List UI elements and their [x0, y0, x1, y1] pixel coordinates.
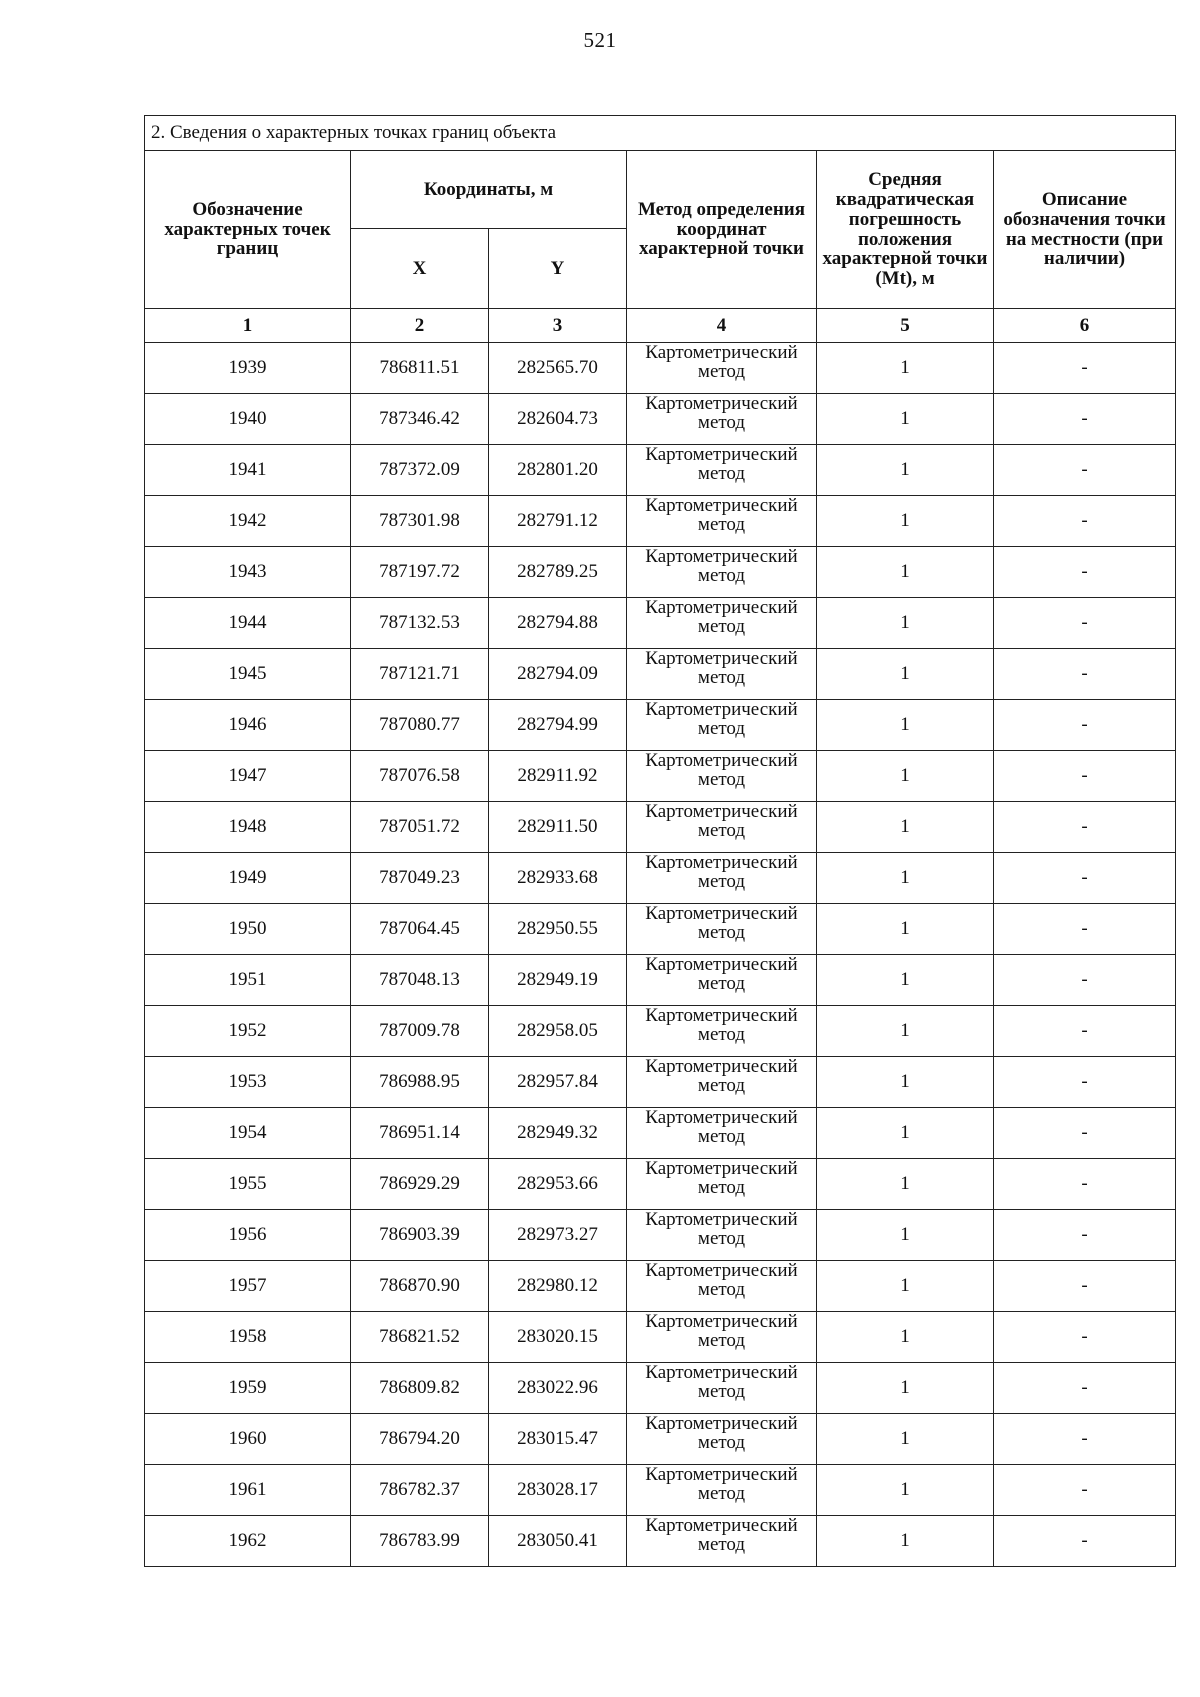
description-cell: - — [994, 343, 1176, 394]
y-coordinate-cell: 282911.50 — [489, 802, 627, 853]
description-cell: - — [994, 751, 1176, 802]
table-row — [145, 904, 1176, 955]
point-cell: 1940 — [145, 394, 351, 445]
error-cell: 1 — [817, 649, 994, 700]
section-title: 2. Сведения о характерных точках границ объекта — [145, 116, 1176, 151]
method-line-2: метод — [697, 819, 746, 841]
method-cell — [627, 445, 817, 496]
description-cell: - — [994, 1108, 1176, 1159]
description-cell: - — [994, 700, 1176, 751]
error-cell: 1 — [817, 1006, 994, 1057]
method-line-1: Картометрический — [645, 1413, 798, 1434]
error-cell: 1 — [817, 598, 994, 649]
table-row — [145, 1210, 1176, 1261]
y-coordinate-cell: 282604.73 — [489, 394, 627, 445]
method-cell — [627, 1108, 817, 1159]
method-line-2: метод — [697, 1431, 746, 1453]
method-line-2: метод — [697, 666, 746, 688]
table-row — [145, 1363, 1176, 1414]
point-cell: 1954 — [145, 1108, 351, 1159]
method-line-2: метод — [697, 564, 746, 586]
point-cell: 1947 — [145, 751, 351, 802]
column-number: 6 — [994, 309, 1176, 343]
method-line-1: Картометрический — [645, 1464, 798, 1485]
point-cell: 1949 — [145, 853, 351, 904]
x-coordinate-cell: 786782.37 — [351, 1465, 489, 1516]
table-row — [145, 343, 1176, 394]
x-coordinate-cell: 786951.14 — [351, 1108, 489, 1159]
error-cell: 1 — [817, 1312, 994, 1363]
method-line-1: Картометрический — [645, 597, 798, 618]
point-cell: 1958 — [145, 1312, 351, 1363]
error-cell: 1 — [817, 1414, 994, 1465]
point-cell: 1951 — [145, 955, 351, 1006]
method-cell — [627, 598, 817, 649]
method-line-2: метод — [697, 870, 746, 892]
header-coordinates: Координаты, м — [351, 151, 627, 229]
y-coordinate-cell: 282565.70 — [489, 343, 627, 394]
method-line-2: метод — [697, 1023, 746, 1045]
method-cell — [627, 802, 817, 853]
method-line-1: Картометрический — [645, 495, 798, 516]
method-line-2: метод — [697, 1329, 746, 1351]
column-number: 4 — [627, 309, 817, 343]
point-cell: 1952 — [145, 1006, 351, 1057]
method-line-1: Картометрический — [645, 1005, 798, 1026]
table-row — [145, 700, 1176, 751]
method-line-1: Картометрический — [645, 342, 798, 363]
x-coordinate-cell: 787064.45 — [351, 904, 489, 955]
table-row — [145, 1006, 1176, 1057]
point-cell: 1962 — [145, 1516, 351, 1567]
point-cell: 1959 — [145, 1363, 351, 1414]
x-coordinate-cell: 787346.42 — [351, 394, 489, 445]
x-coordinate-cell: 787048.13 — [351, 955, 489, 1006]
method-line-2: метод — [697, 513, 746, 535]
y-coordinate-cell: 282950.55 — [489, 904, 627, 955]
method-cell — [627, 904, 817, 955]
header-x: X — [351, 229, 489, 309]
point-cell: 1944 — [145, 598, 351, 649]
description-cell: - — [994, 955, 1176, 1006]
method-line-2: метод — [697, 1125, 746, 1147]
description-cell: - — [994, 904, 1176, 955]
page-number: 521 — [583, 28, 617, 52]
column-number: 5 — [817, 309, 994, 343]
error-cell: 1 — [817, 1363, 994, 1414]
x-coordinate-cell: 787080.77 — [351, 700, 489, 751]
point-cell: 1939 — [145, 343, 351, 394]
x-coordinate-cell: 786811.51 — [351, 343, 489, 394]
y-coordinate-cell: 283050.41 — [489, 1516, 627, 1567]
description-cell: - — [994, 1414, 1176, 1465]
method-line-2: метод — [697, 1176, 746, 1198]
method-line-1: Картометрический — [645, 1056, 798, 1077]
description-cell: - — [994, 649, 1176, 700]
description-cell: - — [994, 1312, 1176, 1363]
y-coordinate-cell: 282794.09 — [489, 649, 627, 700]
table-row — [145, 751, 1176, 802]
method-cell — [627, 547, 817, 598]
method-line-1: Картометрический — [645, 393, 798, 414]
point-cell: 1950 — [145, 904, 351, 955]
error-cell: 1 — [817, 547, 994, 598]
x-coordinate-cell: 787076.58 — [351, 751, 489, 802]
y-coordinate-cell: 282791.12 — [489, 496, 627, 547]
method-cell — [627, 1312, 817, 1363]
description-cell: - — [994, 853, 1176, 904]
method-cell — [627, 1210, 817, 1261]
error-cell: 1 — [817, 1108, 994, 1159]
header-row — [145, 151, 1176, 229]
table-row — [145, 445, 1176, 496]
x-coordinate-cell: 787049.23 — [351, 853, 489, 904]
y-coordinate-cell: 282958.05 — [489, 1006, 627, 1057]
table-row — [145, 1159, 1176, 1210]
description-cell: - — [994, 394, 1176, 445]
x-coordinate-cell: 787132.53 — [351, 598, 489, 649]
point-cell: 1961 — [145, 1465, 351, 1516]
method-cell — [627, 955, 817, 1006]
column-number-row — [145, 309, 1176, 343]
column-number: 1 — [145, 309, 351, 343]
method-line-1: Картометрический — [645, 903, 798, 924]
x-coordinate-cell: 786794.20 — [351, 1414, 489, 1465]
point-cell: 1943 — [145, 547, 351, 598]
table-row — [145, 1414, 1176, 1465]
error-cell: 1 — [817, 1057, 994, 1108]
method-line-2: метод — [697, 921, 746, 943]
table-row — [145, 496, 1176, 547]
method-line-2: метод — [697, 1227, 746, 1249]
x-coordinate-cell: 787121.71 — [351, 649, 489, 700]
y-coordinate-cell: 282957.84 — [489, 1057, 627, 1108]
y-coordinate-cell: 283022.96 — [489, 1363, 627, 1414]
point-cell: 1955 — [145, 1159, 351, 1210]
description-cell: - — [994, 496, 1176, 547]
x-coordinate-cell: 787372.09 — [351, 445, 489, 496]
method-cell — [627, 751, 817, 802]
x-coordinate-cell: 786903.39 — [351, 1210, 489, 1261]
x-coordinate-cell: 786929.29 — [351, 1159, 489, 1210]
method-line-1: Картометрический — [645, 1260, 798, 1281]
x-coordinate-cell: 786870.90 — [351, 1261, 489, 1312]
error-cell: 1 — [817, 394, 994, 445]
error-cell: 1 — [817, 853, 994, 904]
method-cell — [627, 1261, 817, 1312]
description-cell: - — [994, 1006, 1176, 1057]
error-cell: 1 — [817, 1210, 994, 1261]
description-cell: - — [994, 1363, 1176, 1414]
method-line-1: Картометрический — [645, 750, 798, 771]
y-coordinate-cell: 282794.88 — [489, 598, 627, 649]
method-line-2: метод — [697, 615, 746, 637]
y-coordinate-cell: 282973.27 — [489, 1210, 627, 1261]
method-cell — [627, 1516, 817, 1567]
table-row — [145, 1261, 1176, 1312]
method-line-2: метод — [697, 1074, 746, 1096]
error-cell: 1 — [817, 343, 994, 394]
error-cell: 1 — [817, 1159, 994, 1210]
description-cell: - — [994, 802, 1176, 853]
point-cell: 1957 — [145, 1261, 351, 1312]
point-cell: 1953 — [145, 1057, 351, 1108]
method-cell — [627, 1465, 817, 1516]
method-cell — [627, 853, 817, 904]
table-row — [145, 394, 1176, 445]
method-cell — [627, 1159, 817, 1210]
header-mean-square-error: Средняя квадратическая погрешность положения характерной точки (Mt), м — [817, 151, 994, 309]
method-line-2: метод — [697, 462, 746, 484]
error-cell: 1 — [817, 955, 994, 1006]
method-cell — [627, 649, 817, 700]
section-title-row — [145, 116, 1176, 151]
point-cell: 1960 — [145, 1414, 351, 1465]
point-cell: 1945 — [145, 649, 351, 700]
boundary-points-table — [144, 115, 1176, 1567]
description-cell: - — [994, 1210, 1176, 1261]
method-cell — [627, 394, 817, 445]
error-cell: 1 — [817, 1261, 994, 1312]
header-point-description: Описание обозначения точки на местности (при наличии) — [994, 151, 1176, 309]
table-row — [145, 1465, 1176, 1516]
description-cell: - — [994, 1159, 1176, 1210]
x-coordinate-cell: 786809.82 — [351, 1363, 489, 1414]
x-coordinate-cell: 787197.72 — [351, 547, 489, 598]
error-cell: 1 — [817, 802, 994, 853]
error-cell: 1 — [817, 751, 994, 802]
method-line-1: Картометрический — [645, 954, 798, 975]
method-line-1: Картометрический — [645, 1362, 798, 1383]
method-line-2: метод — [697, 972, 746, 994]
table-row — [145, 802, 1176, 853]
y-coordinate-cell: 282794.99 — [489, 700, 627, 751]
y-coordinate-cell: 282789.25 — [489, 547, 627, 598]
x-coordinate-cell: 786821.52 — [351, 1312, 489, 1363]
y-coordinate-cell: 282953.66 — [489, 1159, 627, 1210]
error-cell: 1 — [817, 904, 994, 955]
method-line-1: Картометрический — [645, 546, 798, 567]
description-cell: - — [994, 1516, 1176, 1567]
method-line-2: метод — [697, 1482, 746, 1504]
method-line-1: Картометрический — [645, 1515, 798, 1536]
error-cell: 1 — [817, 445, 994, 496]
y-coordinate-cell: 282949.32 — [489, 1108, 627, 1159]
header-y: Y — [489, 229, 627, 309]
y-coordinate-cell: 282980.12 — [489, 1261, 627, 1312]
y-coordinate-cell: 283020.15 — [489, 1312, 627, 1363]
method-line-1: Картометрический — [645, 444, 798, 465]
method-line-2: метод — [697, 1278, 746, 1300]
method-cell — [627, 1006, 817, 1057]
point-cell: 1956 — [145, 1210, 351, 1261]
point-cell: 1942 — [145, 496, 351, 547]
method-line-1: Картометрический — [645, 648, 798, 669]
table-row — [145, 1108, 1176, 1159]
table-row — [145, 1312, 1176, 1363]
method-cell — [627, 1363, 817, 1414]
method-cell — [627, 1057, 817, 1108]
method-line-2: метод — [697, 360, 746, 382]
description-cell: - — [994, 1057, 1176, 1108]
x-coordinate-cell: 787051.72 — [351, 802, 489, 853]
y-coordinate-cell: 282801.20 — [489, 445, 627, 496]
x-coordinate-cell: 786783.99 — [351, 1516, 489, 1567]
method-line-2: метод — [697, 717, 746, 739]
x-coordinate-cell: 787009.78 — [351, 1006, 489, 1057]
point-cell: 1941 — [145, 445, 351, 496]
method-line-1: Картометрический — [645, 1311, 798, 1332]
y-coordinate-cell: 282933.68 — [489, 853, 627, 904]
method-line-1: Картометрический — [645, 1158, 798, 1179]
table-row — [145, 955, 1176, 1006]
method-line-1: Картометрический — [645, 852, 798, 873]
method-line-2: метод — [697, 768, 746, 790]
description-cell: - — [994, 1261, 1176, 1312]
error-cell: 1 — [817, 496, 994, 547]
point-cell: 1948 — [145, 802, 351, 853]
table-row — [145, 547, 1176, 598]
description-cell: - — [994, 1465, 1176, 1516]
error-cell: 1 — [817, 1516, 994, 1567]
method-line-1: Картометрический — [645, 801, 798, 822]
method-cell — [627, 343, 817, 394]
method-line-1: Картометрический — [645, 699, 798, 720]
method-cell — [627, 700, 817, 751]
point-cell: 1946 — [145, 700, 351, 751]
method-line-1: Картометрический — [645, 1107, 798, 1128]
y-coordinate-cell: 282911.92 — [489, 751, 627, 802]
y-coordinate-cell: 282949.19 — [489, 955, 627, 1006]
y-coordinate-cell: 283028.17 — [489, 1465, 627, 1516]
description-cell: - — [994, 445, 1176, 496]
error-cell: 1 — [817, 1465, 994, 1516]
description-cell: - — [994, 547, 1176, 598]
column-number: 3 — [489, 309, 627, 343]
method-cell — [627, 1414, 817, 1465]
table-row — [145, 853, 1176, 904]
table-row — [145, 1057, 1176, 1108]
method-line-2: метод — [697, 1533, 746, 1555]
y-coordinate-cell: 283015.47 — [489, 1414, 627, 1465]
error-cell: 1 — [817, 700, 994, 751]
table-row — [145, 598, 1176, 649]
table-row — [145, 1516, 1176, 1567]
x-coordinate-cell: 787301.98 — [351, 496, 489, 547]
column-number: 2 — [351, 309, 489, 343]
description-cell: - — [994, 598, 1176, 649]
method-line-1: Картометрический — [645, 1209, 798, 1230]
method-line-2: метод — [697, 411, 746, 433]
table-row — [145, 649, 1176, 700]
method-line-2: метод — [697, 1380, 746, 1402]
x-coordinate-cell: 786988.95 — [351, 1057, 489, 1108]
header-method: Метод определения координат характерной точки — [627, 151, 817, 309]
method-cell — [627, 496, 817, 547]
header-point-designation: Обозначение характерных точек границ — [145, 151, 351, 309]
